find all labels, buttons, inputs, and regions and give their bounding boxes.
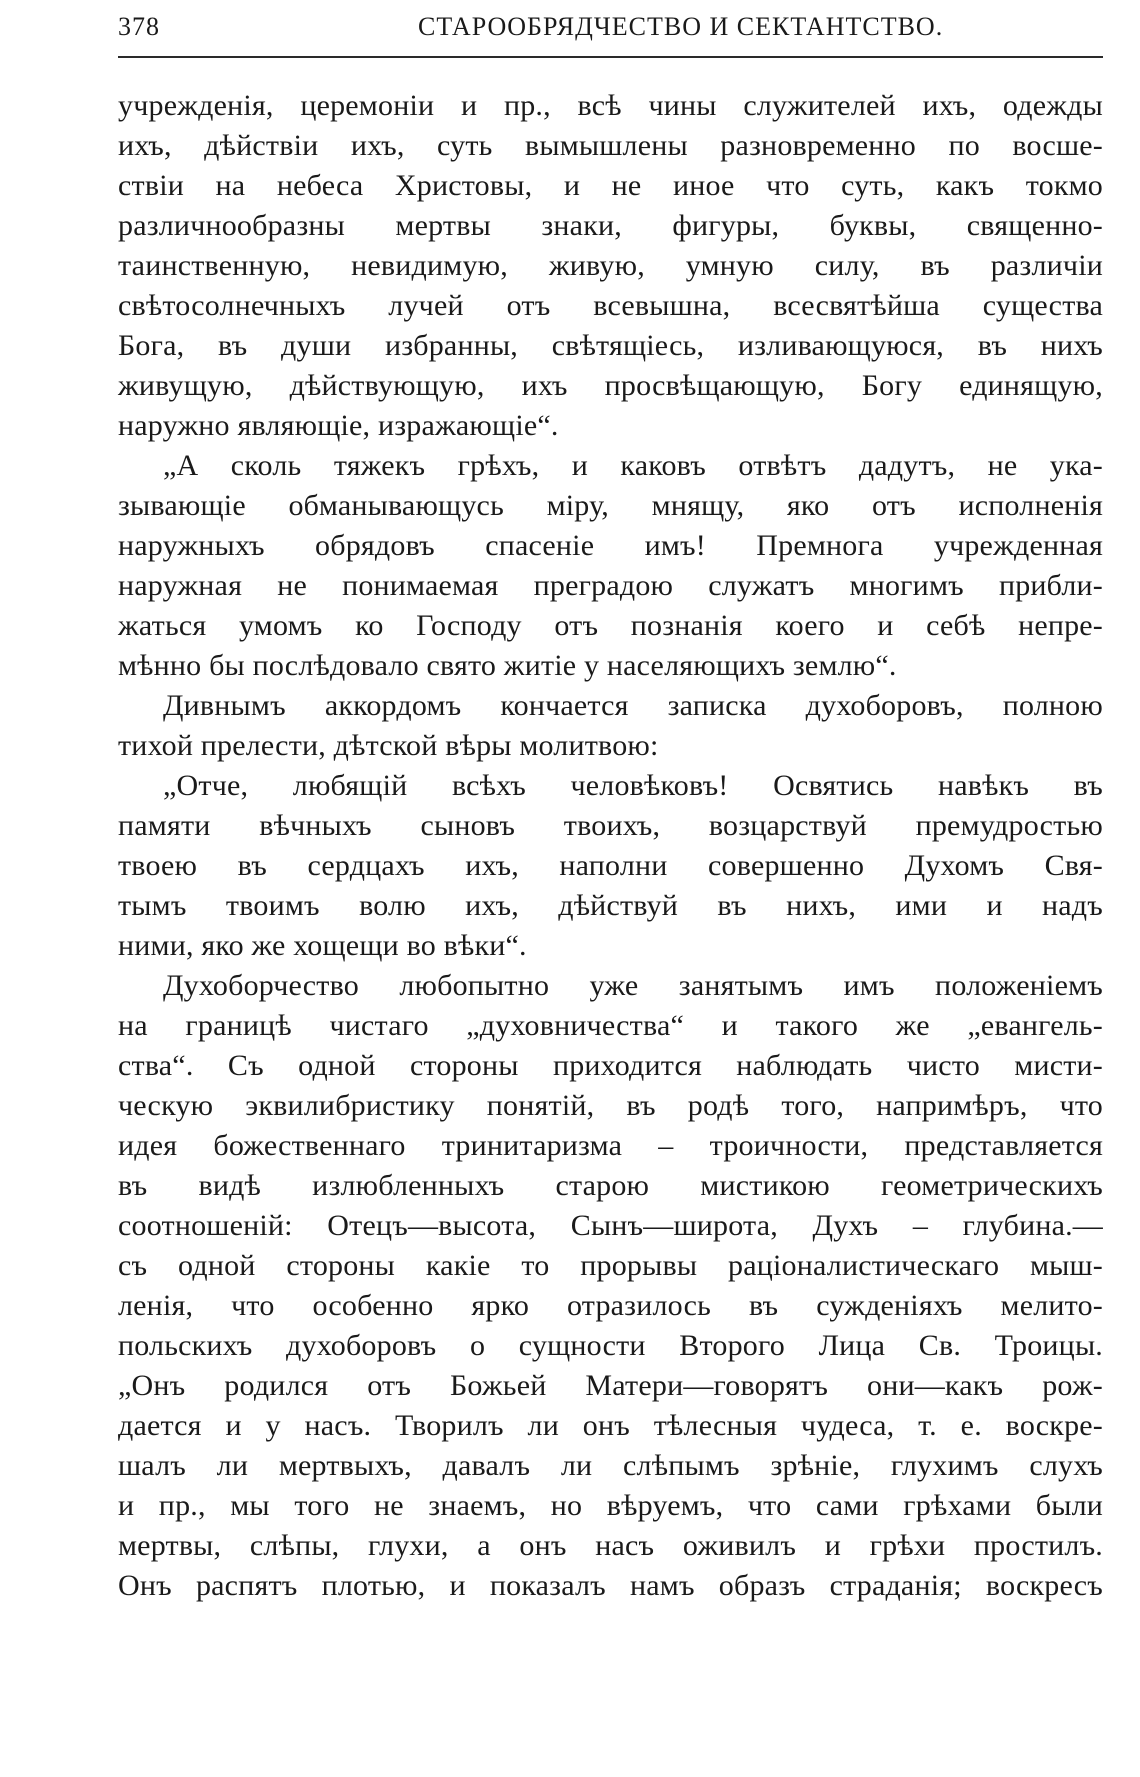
body-text bbox=[118, 86, 1103, 1606]
text-line: польскихъ духоборовъ о сущности Второго Лица Св. Троицы. bbox=[118, 1329, 1103, 1362]
text-line: учрежденія, церемоніи и пр., всѣ чины служителей ихъ, одежды bbox=[118, 89, 1103, 122]
text-line: наружная не понимаемая преградою служатъ многимъ прибли- bbox=[118, 569, 1103, 602]
text-line: Бога, въ души избранны, свѣтящіесь, изливающуюся, въ нихъ bbox=[118, 329, 1103, 362]
text-line: таинственную, невидимую, живую, умную силу, въ различіи bbox=[118, 249, 1103, 282]
text-line: мѣнно бы послѣдовало свято житіе у населяющихъ землю“. bbox=[118, 649, 897, 682]
text-line: ства“. Съ одной стороны приходится наблюдать чисто мисти- bbox=[118, 1049, 1103, 1082]
text-line: „Отче, любящій всѣхъ человѣковъ! Освятись навѣкъ въ bbox=[163, 769, 1103, 802]
text-line: ческую эквилибристику понятій, въ родѣ того, напримѣръ, что bbox=[118, 1089, 1103, 1122]
text-line: на границѣ чистаго „духовничества“ и такого же „евангель- bbox=[118, 1009, 1103, 1042]
text-line: и пр., мы того не знаемъ, но вѣруемъ, что сами грѣхами были bbox=[118, 1489, 1103, 1522]
text-line: памяти вѣчныхъ сыновъ твоихъ, возцарствуй премудростью bbox=[118, 809, 1103, 842]
text-line: соотношеній: Отецъ—высота, Сынъ—широта, Духъ – глубина.— bbox=[118, 1209, 1103, 1242]
text-line: „А сколь тяжекъ грѣхъ, и каковъ отвѣтъ дадутъ, не ука- bbox=[163, 449, 1103, 482]
text-line: „Онъ родился отъ Божьей Матери—говорятъ они—какъ рож- bbox=[118, 1369, 1103, 1402]
text-line: Дивнымъ аккордомъ кончается записка духоборовъ, полною bbox=[163, 689, 1103, 722]
text-line: жаться умомъ ко Господу отъ познанія коего и себѣ непре- bbox=[118, 609, 1103, 642]
text-line: ихъ, дѣйствіи ихъ, суть вымышлены разновременно по восше- bbox=[118, 129, 1103, 162]
text-line: ними, яко же хощещи во вѣки“. bbox=[118, 929, 527, 962]
text-line: съ одной стороны какіе то прорывы раціоналистическаго мыш- bbox=[118, 1249, 1103, 1282]
text-line: Онъ распятъ плотью, и показалъ намъ образъ страданія; воскресъ bbox=[118, 1569, 1103, 1602]
text-line: Духоборчество любопытно уже занятымъ имъ положеніемъ bbox=[163, 969, 1103, 1002]
page-number: 378 bbox=[118, 12, 160, 41]
text-line: свѣтосолнечныхъ лучей отъ всевышна, всесвятѣйша существа bbox=[118, 289, 1103, 322]
text-line: ленія, что особенно ярко отразилось въ сужденіяхъ мелито- bbox=[118, 1289, 1103, 1322]
text-line: тымъ твоимъ волю ихъ, дѣйствуй въ нихъ, ими и надъ bbox=[118, 889, 1103, 922]
text-line: твоею въ сердцахъ ихъ, наполни совершенно Духомъ Свя- bbox=[118, 849, 1103, 882]
header-rule bbox=[118, 56, 1103, 58]
text-line: идея божественнаго тринитаризма – троичности, представляется bbox=[118, 1129, 1103, 1162]
text-line: различнообразны мертвы знаки, фигуры, буквы, священно- bbox=[118, 209, 1103, 242]
text-line: наружныхъ обрядовъ спасеніе имъ! Премнога учрежденная bbox=[118, 529, 1103, 562]
text-line: наружно являющіе, изражающіе“. bbox=[118, 409, 559, 442]
text-line: въ видѣ излюбленныхъ старою мистикою геометрическихъ bbox=[118, 1169, 1103, 1202]
text-line: дается и у насъ. Творилъ ли онъ тѣлесныя чудеса, т. е. воскре- bbox=[118, 1409, 1103, 1442]
running-title: СТАРООБРЯДЧЕСТВО И СЕКТАНТСТВО. bbox=[418, 12, 944, 41]
text-line: живущую, дѣйствующую, ихъ просвѣщающую, Богу единящую, bbox=[118, 369, 1103, 402]
running-head bbox=[118, 12, 1103, 52]
text-line: ствіи на небеса Христовы, и не иное что суть, какъ токмо bbox=[118, 169, 1103, 202]
text-line: тихой прелести, дѣтской вѣры молитвою: bbox=[118, 729, 659, 762]
text-line: мертвы, слѣпы, глухи, а онъ насъ оживилъ и грѣхи простилъ. bbox=[118, 1529, 1103, 1562]
text-line: зывающіе обманывающусь міру, мнящу, яко отъ исполненія bbox=[118, 489, 1103, 522]
text-line: шалъ ли мертвыхъ, давалъ ли слѣпымъ зрѣніе, глухимъ слухъ bbox=[118, 1449, 1103, 1482]
